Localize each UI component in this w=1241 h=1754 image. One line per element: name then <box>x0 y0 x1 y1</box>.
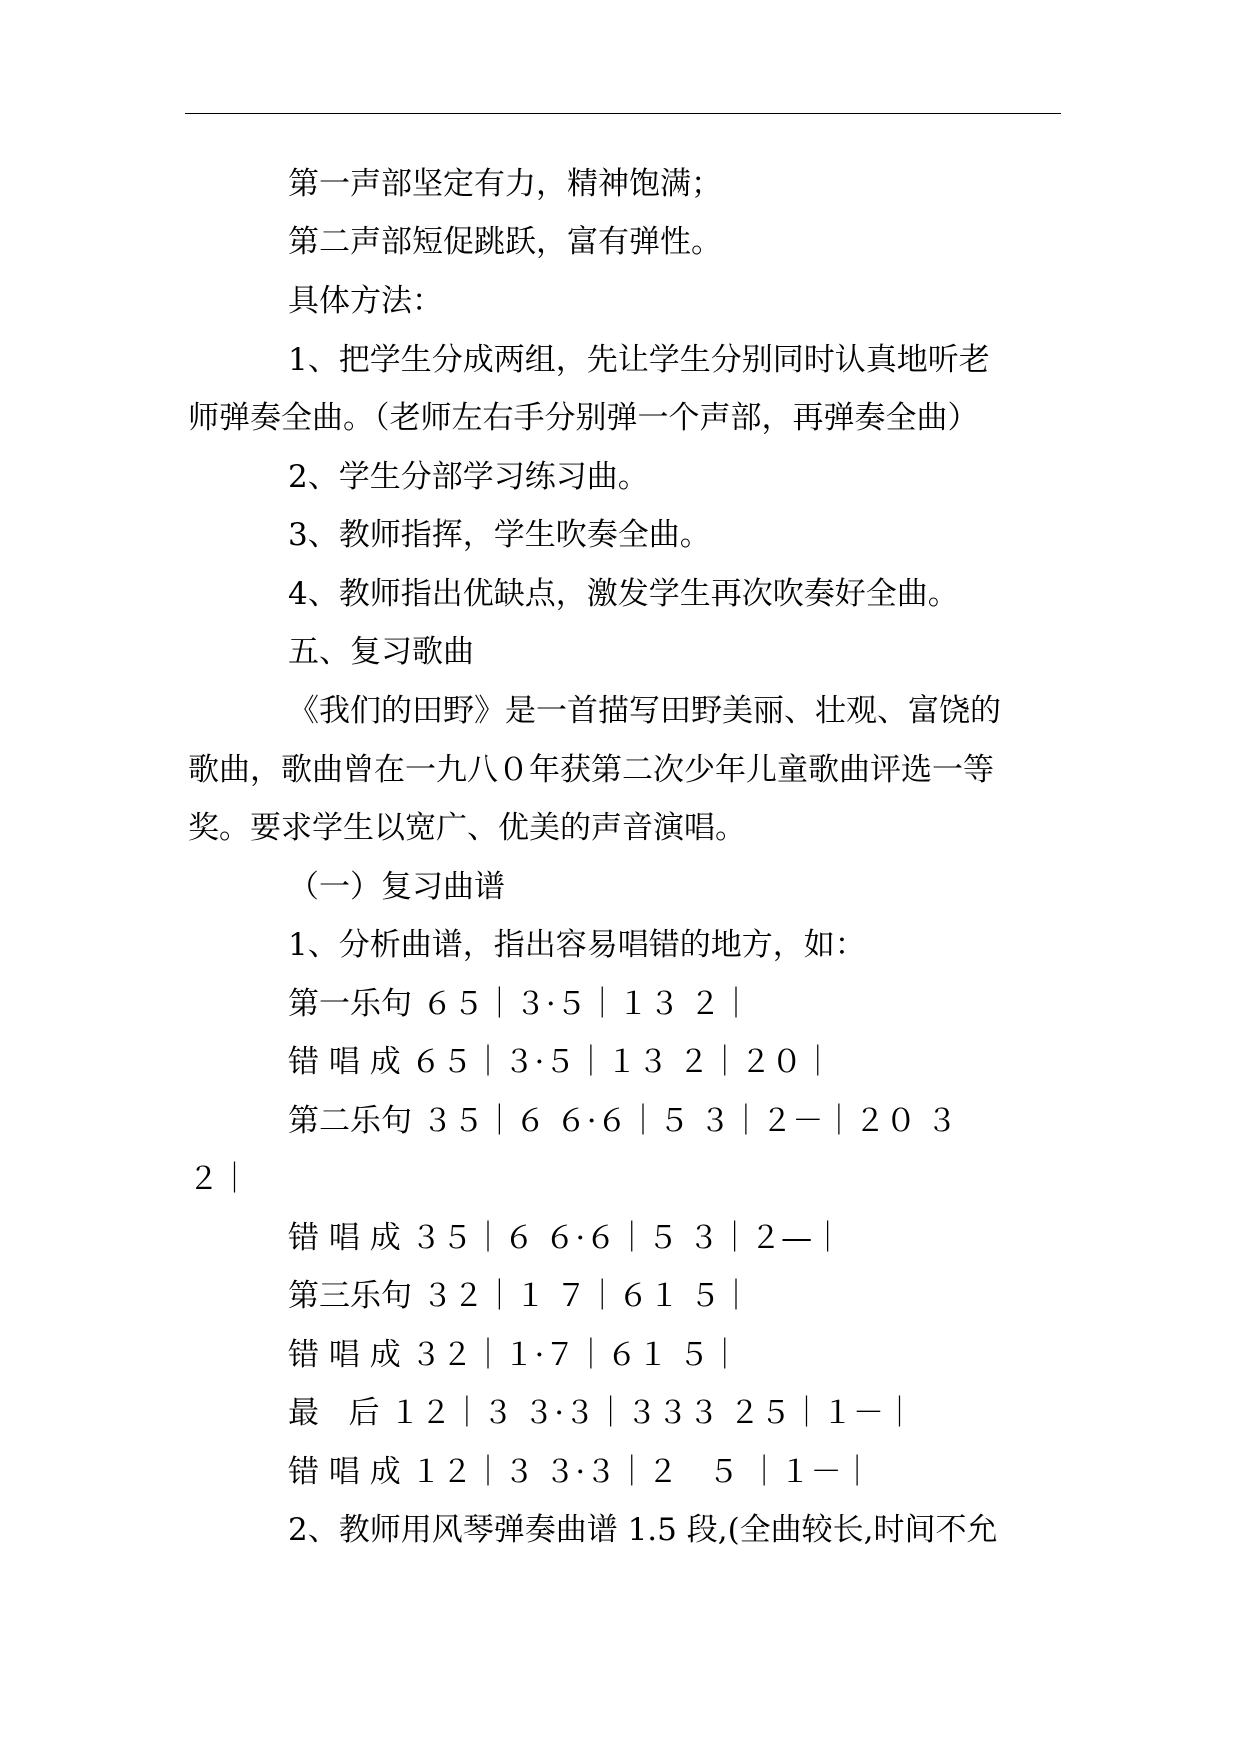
text-line: 1、把学生分成两组，先让学生分别同时认真地听老 <box>288 342 990 378</box>
section-heading: 五、复习歌曲 <box>288 634 474 670</box>
notation-line: 最 后 １２｜３ ３·３｜３３３ ２５｜１－｜ <box>288 1395 915 1431</box>
notation-line: 错 唱 成 １２｜３ ３·３｜２ ５ ｜１－｜ <box>288 1454 873 1490</box>
text-line: 第二声部短促跳跃，富有弹性。 <box>288 224 722 260</box>
notation-line: 错 唱 成 ６５｜３·５｜１３ ２｜２０｜ <box>288 1044 834 1080</box>
notation-line: 错 唱 成 ３２｜１·７｜６１ ５｜ <box>288 1337 741 1373</box>
notation-line: 第一乐句 ６５｜３·５｜１３ ２｜ <box>288 986 752 1022</box>
text-line: 《我们的田野》是一首描写田野美丽、壮观、富饶的 <box>288 693 1001 729</box>
notation-line: 错 唱 成 ３５｜６ ６·６｜５ ３｜２—｜ <box>288 1220 844 1256</box>
notation-line: ２｜ <box>188 1161 250 1197</box>
header-rule <box>185 113 1061 114</box>
text-line: 第一声部坚定有力，精神饱满； <box>288 166 722 202</box>
text-line: 具体方法： <box>288 283 443 319</box>
notation-line: 第三乐句 ３２｜１ ７｜６１ ５｜ <box>288 1278 752 1314</box>
notation-line: 第二乐句 ３５｜６ ６·６｜５ ３｜２－｜２０ ３ <box>288 1103 958 1139</box>
text-line: 歌曲，歌曲曾在一九八０年获第二次少年儿童歌曲评选一等 <box>188 752 994 788</box>
text-line: 3、教师指挥，学生吹奏全曲。 <box>288 517 711 553</box>
text-line: 师弹奏全曲。（老师左右手分别弹一个声部，再弹奏全曲） <box>188 400 979 436</box>
text-line: 4、教师指出优缺点，激发学生再次吹奏好全曲。 <box>288 576 959 612</box>
text-line: 2、教师用风琴弹奏曲谱 1.5 段,(全曲较长,时间不允 <box>288 1512 998 1548</box>
text-line: 2、学生分部学习练习曲。 <box>288 459 649 495</box>
text-line: 奖。要求学生以宽广、优美的声音演唱。 <box>188 810 746 846</box>
text-line: 1、分析曲谱，指出容易唱错的地方，如： <box>288 927 866 963</box>
subsection-heading: （一）复习曲谱 <box>288 869 505 905</box>
